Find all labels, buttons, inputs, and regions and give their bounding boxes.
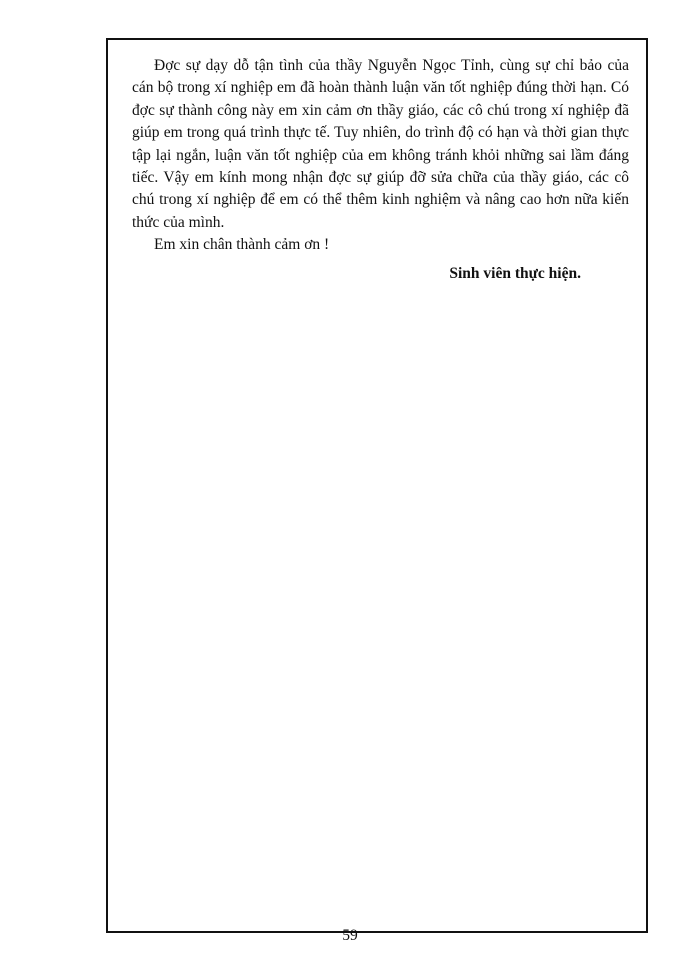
acknowledgement-paragraph: Đợc sự dạy dỗ tận tình của thầy Nguyễn Ngọc Tỉnh, cùng sự chỉ bảo của cán bộ trong xí nghiệp em đã hoàn thành luận văn tốt nghiệp đúng thời hạn. Có đợc sự thành công này em xin cảm ơn thầy giáo, các cô chú trong xí nghiệp đã giúp em trong quá trình thực tế. Tuy nhiên, do trình độ có hạn và thời gian thực tập lại ngắn, luận văn tốt nghiệp của em không tránh khỏi những sai lầm đáng tiếc. Vậy em kính mong nhận đợc sự giúp đỡ sửa chữa của thầy giáo, các cô chú trong xí nghiệp để em có thể thêm kinh nghiệm và nâng cao hơn nữa kiến thức của mình. bbox=[132, 57, 629, 231]
page-content bbox=[132, 55, 629, 285]
page-number: 59 bbox=[342, 927, 358, 944]
thanks-line: Em xin chân thành cảm ơn ! bbox=[154, 236, 330, 254]
signature-line: Sinh viên thực hiện. bbox=[449, 264, 581, 282]
